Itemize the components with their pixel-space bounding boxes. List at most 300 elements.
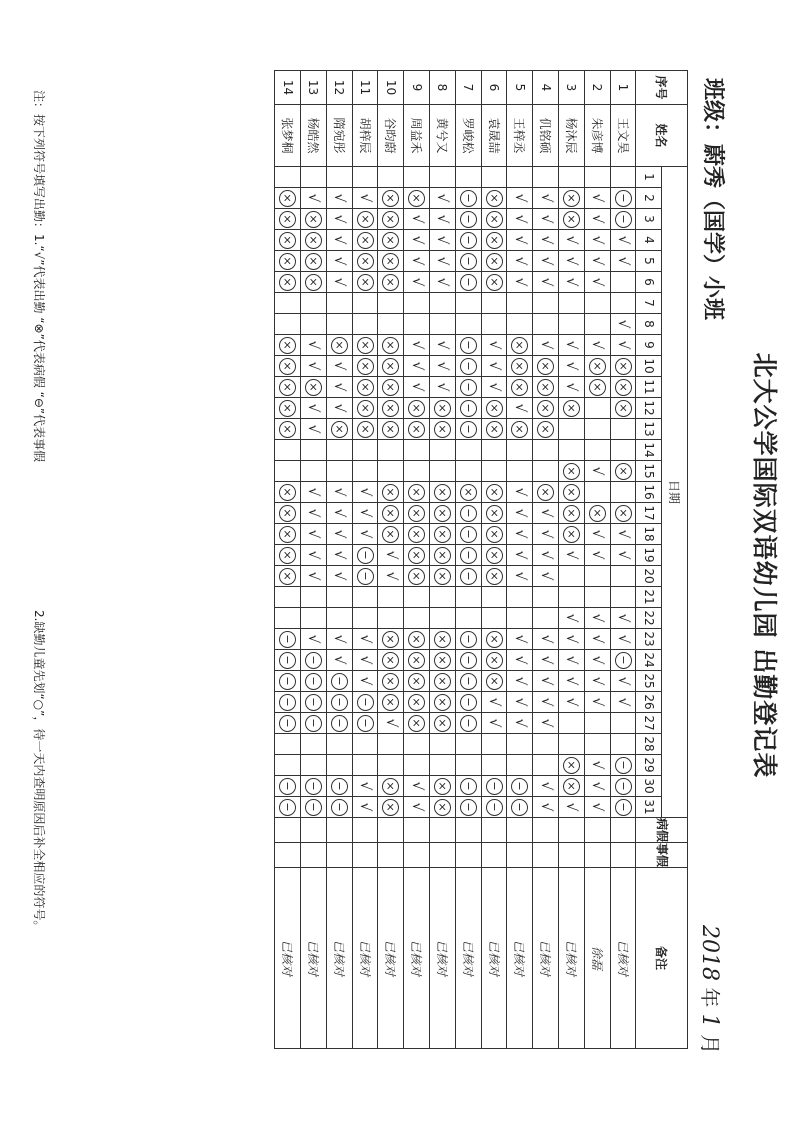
remark-signature: 已核对 [378, 868, 404, 1049]
attendance-cell [559, 587, 585, 608]
personal-leave-mark [460, 337, 477, 354]
attendance-cell [275, 797, 301, 818]
sick-leave-mark [434, 421, 451, 438]
attendance-cell [430, 209, 456, 230]
attendance-cell [301, 440, 327, 461]
attendance-cell [275, 587, 301, 608]
attendance-cell [610, 209, 636, 230]
attendance-cell [301, 167, 327, 188]
attendance-cell [404, 188, 430, 209]
attendance-cell [507, 608, 533, 629]
present-mark: √ [589, 529, 606, 539]
attendance-cell [507, 587, 533, 608]
sick-leave-mark [434, 652, 451, 669]
attendance-cell [301, 734, 327, 755]
attendance-cell [301, 482, 327, 503]
present-mark: √ [615, 634, 632, 644]
attendance-cell [610, 251, 636, 272]
personal-leave-mark [305, 694, 322, 711]
present-mark: √ [563, 676, 580, 686]
attendance-cell [326, 566, 352, 587]
footnote-absence: 2.缺勤儿童先划“○”，待一天内查明原因后补全相应的符号。 [32, 610, 46, 933]
attendance-cell [301, 713, 327, 734]
present-mark: √ [331, 487, 348, 497]
row-index: 10 [378, 71, 404, 105]
attendance-cell [507, 272, 533, 293]
attendance-cell [430, 230, 456, 251]
attendance-cell [455, 692, 481, 713]
attendance-cell [507, 251, 533, 272]
present-mark: √ [589, 697, 606, 707]
attendance-cell [507, 713, 533, 734]
sick-leave-mark [486, 547, 503, 564]
present-mark: √ [357, 529, 374, 539]
sick-leave-mark [486, 484, 503, 501]
day-header: 20 [636, 566, 662, 587]
attendance-cell [352, 776, 378, 797]
attendance-cell [275, 671, 301, 692]
attendance-cell [404, 587, 430, 608]
row-index: 14 [275, 71, 301, 105]
present-mark: √ [305, 340, 322, 350]
personal-leave-mark [331, 778, 348, 795]
attendance-cell [584, 272, 610, 293]
present-mark: √ [408, 802, 425, 812]
present-mark: √ [331, 529, 348, 539]
personal-leave-mark [460, 379, 477, 396]
sick-leave-mark [434, 799, 451, 816]
day-header: 24 [636, 650, 662, 671]
attendance-cell [430, 335, 456, 356]
sick-leave-mark [408, 421, 425, 438]
day-header: 23 [636, 629, 662, 650]
personal-leave-mark [486, 778, 503, 795]
personal-leave-mark [460, 274, 477, 291]
present-mark: √ [511, 214, 528, 224]
attendance-cell [378, 482, 404, 503]
attendance-cell [301, 545, 327, 566]
personal-leave-mark [279, 652, 296, 669]
sick-leave-mark [408, 631, 425, 648]
remark-signature: 已核对 [559, 868, 585, 1049]
present-mark: √ [589, 550, 606, 560]
attendance-cell [559, 419, 585, 440]
attendance-cell [301, 419, 327, 440]
attendance-cell [352, 293, 378, 314]
personal-leave-mark [615, 211, 632, 228]
day-header: 29 [636, 755, 662, 776]
attendance-cell [584, 629, 610, 650]
attendance-cell [378, 629, 404, 650]
attendance-cell [326, 734, 352, 755]
attendance-cell [301, 314, 327, 335]
attendance-cell [507, 293, 533, 314]
personal-leave-mark [511, 778, 528, 795]
attendance-cell [533, 671, 559, 692]
attendance-cell [584, 671, 610, 692]
attendance-cell [507, 314, 533, 335]
sick-leave-mark [382, 421, 399, 438]
present-mark: √ [589, 214, 606, 224]
personal-count-cell [610, 843, 636, 868]
student-row [507, 71, 533, 1049]
attendance-cell [404, 293, 430, 314]
remark-signature: 已核对 [301, 868, 327, 1049]
attendance-cell [533, 524, 559, 545]
attendance-cell [481, 755, 507, 776]
attendance-cell [326, 272, 352, 293]
attendance-cell [326, 503, 352, 524]
present-mark: √ [331, 256, 348, 266]
remark-signature: 已核对 [455, 868, 481, 1049]
student-row [481, 71, 507, 1049]
attendance-cell [430, 503, 456, 524]
attendance-cell [610, 419, 636, 440]
present-mark: √ [537, 277, 554, 287]
day-header: 15 [636, 461, 662, 482]
sick-leave-mark [357, 400, 374, 417]
attendance-cell [275, 293, 301, 314]
sick-leave-mark [408, 400, 425, 417]
attendance-cell [455, 251, 481, 272]
student-row [430, 71, 456, 1049]
attendance-cell [559, 482, 585, 503]
attendance-cell [481, 776, 507, 797]
attendance-cell [301, 230, 327, 251]
year-month [697, 925, 726, 1054]
attendance-cell [584, 587, 610, 608]
remark-signature: 徐磊 [584, 868, 610, 1049]
present-mark: √ [305, 529, 322, 539]
attendance-cell [301, 377, 327, 398]
attendance-cell [507, 734, 533, 755]
attendance-cell [430, 167, 456, 188]
attendance-cell [533, 566, 559, 587]
attendance-cell [326, 608, 352, 629]
attendance-cell [507, 440, 533, 461]
attendance-cell [326, 524, 352, 545]
sick-leave-mark [563, 190, 580, 207]
present-mark: √ [537, 634, 554, 644]
attendance-cell [301, 671, 327, 692]
attendance-cell [352, 335, 378, 356]
sick-leave-mark [434, 694, 451, 711]
attendance-cell [584, 314, 610, 335]
present-mark: √ [434, 256, 451, 266]
attendance-cell [533, 776, 559, 797]
attendance-cell [533, 797, 559, 818]
sick-leave-mark [279, 253, 296, 270]
sick-leave-mark [382, 631, 399, 648]
sick-leave-mark [382, 274, 399, 291]
attendance-cell [481, 503, 507, 524]
attendance-cell [326, 692, 352, 713]
attendance-cell [404, 461, 430, 482]
sick-leave-mark [511, 379, 528, 396]
attendance-cell [610, 377, 636, 398]
sick-leave-mark [563, 526, 580, 543]
attendance-cell [533, 734, 559, 755]
row-index: 12 [326, 71, 352, 105]
sick-leave-mark [486, 673, 503, 690]
attendance-cell [481, 356, 507, 377]
sick-leave-mark [563, 211, 580, 228]
attendance-cell [430, 734, 456, 755]
present-mark: √ [434, 361, 451, 371]
attendance-cell [378, 272, 404, 293]
attendance-cell [404, 398, 430, 419]
attendance-cell [559, 776, 585, 797]
student-name: 隋宛彤 [326, 105, 352, 167]
personal-count-cell [326, 843, 352, 868]
attendance-cell [584, 251, 610, 272]
personal-leave-mark [460, 232, 477, 249]
attendance-cell [378, 713, 404, 734]
present-mark: √ [615, 529, 632, 539]
sick-leave-mark [382, 211, 399, 228]
header-remark: 备注 [636, 868, 688, 1049]
student-row [533, 71, 559, 1049]
attendance-cell [326, 335, 352, 356]
remark-signature: 已核对 [481, 868, 507, 1049]
personal-leave-mark [331, 799, 348, 816]
attendance-cell [430, 251, 456, 272]
attendance-cell [352, 566, 378, 587]
present-mark: √ [408, 256, 425, 266]
present-mark: √ [563, 235, 580, 245]
attendance-cell [455, 608, 481, 629]
attendance-cell [584, 503, 610, 524]
attendance-cell [352, 692, 378, 713]
attendance-cell [481, 797, 507, 818]
attendance-cell [455, 230, 481, 251]
attendance-cell [326, 209, 352, 230]
attendance-cell [430, 398, 456, 419]
present-mark: √ [589, 676, 606, 686]
present-mark: √ [511, 676, 528, 686]
day-header: 10 [636, 356, 662, 377]
sick-leave-mark [408, 547, 425, 564]
attendance-cell [404, 209, 430, 230]
present-mark: √ [434, 277, 451, 287]
attendance-cell [533, 377, 559, 398]
day-header: 14 [636, 440, 662, 461]
present-mark: √ [589, 634, 606, 644]
present-mark: √ [434, 193, 451, 203]
day-header: 19 [636, 545, 662, 566]
attendance-cell [326, 482, 352, 503]
attendance-cell [481, 566, 507, 587]
attendance-cell [610, 167, 636, 188]
sick-leave-mark [331, 421, 348, 438]
attendance-cell [301, 608, 327, 629]
day-header: 27 [636, 713, 662, 734]
present-mark: √ [537, 256, 554, 266]
present-mark: √ [434, 235, 451, 245]
attendance-cell [352, 797, 378, 818]
attendance-cell [559, 230, 585, 251]
attendance-cell [352, 314, 378, 335]
attendance-cell [430, 671, 456, 692]
attendance-cell [326, 671, 352, 692]
attendance-cell [533, 608, 559, 629]
attendance-cell [559, 167, 585, 188]
sick-leave-mark [537, 400, 554, 417]
sick-leave-mark [511, 421, 528, 438]
attendance-cell [301, 188, 327, 209]
attendance-cell [610, 797, 636, 818]
student-row [455, 71, 481, 1049]
attendance-cell [455, 650, 481, 671]
personal-leave-mark [460, 715, 477, 732]
sick-leave-mark [589, 358, 606, 375]
attendance-cell [533, 335, 559, 356]
attendance-cell [533, 251, 559, 272]
attendance-cell [507, 398, 533, 419]
sick-leave-mark [434, 484, 451, 501]
attendance-cell [378, 503, 404, 524]
attendance-cell [378, 755, 404, 776]
personal-leave-mark [460, 358, 477, 375]
present-mark: √ [589, 193, 606, 203]
attendance-cell [352, 503, 378, 524]
sick-leave-mark [382, 253, 399, 270]
attendance-cell [352, 398, 378, 419]
attendance-cell [352, 272, 378, 293]
personal-leave-mark [460, 778, 477, 795]
attendance-cell [584, 209, 610, 230]
sick-count-cell [352, 818, 378, 843]
attendance-cell [404, 692, 430, 713]
attendance-cell [352, 230, 378, 251]
attendance-cell [610, 335, 636, 356]
sick-leave-mark [537, 358, 554, 375]
sick-leave-mark [563, 778, 580, 795]
remark-signature: 已核对 [610, 868, 636, 1049]
attendance-cell [378, 461, 404, 482]
attendance-cell [481, 671, 507, 692]
attendance-cell [430, 419, 456, 440]
attendance-cell [430, 272, 456, 293]
attendance-cell [430, 314, 456, 335]
attendance-cell [559, 524, 585, 545]
personal-leave-mark [460, 190, 477, 207]
present-mark: √ [305, 193, 322, 203]
attendance-cell [610, 545, 636, 566]
attendance-cell [559, 461, 585, 482]
personal-leave-mark [460, 799, 477, 816]
row-index: 4 [533, 71, 559, 105]
attendance-cell [404, 545, 430, 566]
attendance-cell [326, 776, 352, 797]
student-row [378, 71, 404, 1049]
attendance-cell [559, 545, 585, 566]
attendance-cell [404, 440, 430, 461]
attendance-cell [481, 293, 507, 314]
attendance-cell [378, 797, 404, 818]
attendance-cell [378, 671, 404, 692]
personal-leave-mark [460, 211, 477, 228]
personal-leave-mark [331, 673, 348, 690]
attendance-cell [507, 188, 533, 209]
attendance-cell [610, 566, 636, 587]
present-mark: √ [305, 424, 322, 434]
sick-leave-mark [305, 253, 322, 270]
attendance-cell [352, 545, 378, 566]
personal-leave-mark [460, 505, 477, 522]
attendance-cell [455, 293, 481, 314]
sick-leave-mark [357, 253, 374, 270]
attendance-cell [378, 608, 404, 629]
personal-leave-mark [357, 715, 374, 732]
day-header: 7 [636, 293, 662, 314]
attendance-cell [430, 293, 456, 314]
sick-leave-mark [615, 463, 632, 480]
present-mark: √ [305, 571, 322, 581]
month-value: 1 [697, 1013, 722, 1028]
present-mark: √ [537, 193, 554, 203]
present-mark: √ [331, 571, 348, 581]
present-mark: √ [615, 613, 632, 623]
attendance-cell [455, 461, 481, 482]
attendance-cell [275, 398, 301, 419]
attendance-cell [559, 398, 585, 419]
sick-leave-mark [434, 547, 451, 564]
attendance-cell [378, 209, 404, 230]
present-mark: √ [486, 382, 503, 392]
attendance-cell [275, 461, 301, 482]
attendance-cell [352, 587, 378, 608]
present-mark: √ [331, 277, 348, 287]
sick-leave-mark [434, 505, 451, 522]
day-header: 21 [636, 587, 662, 608]
day-header: 30 [636, 776, 662, 797]
remark-signature: 已核对 [533, 868, 559, 1049]
attendance-cell [275, 755, 301, 776]
day-header: 4 [636, 230, 662, 251]
personal-leave-mark [460, 421, 477, 438]
sick-leave-mark [537, 484, 554, 501]
attendance-cell [584, 545, 610, 566]
attendance-cell [481, 713, 507, 734]
sick-leave-mark [486, 652, 503, 669]
attendance-cell [404, 335, 430, 356]
attendance-cell [275, 545, 301, 566]
sick-leave-mark [511, 337, 528, 354]
personal-count-cell [378, 843, 404, 868]
present-mark: √ [357, 508, 374, 518]
attendance-cell [584, 524, 610, 545]
attendance-cell [326, 230, 352, 251]
day-header: 1 [636, 167, 662, 188]
personal-count-cell [275, 843, 301, 868]
attendance-cell [301, 398, 327, 419]
personal-leave-mark [615, 778, 632, 795]
sick-leave-mark [408, 526, 425, 543]
sick-leave-mark [563, 400, 580, 417]
attendance-cell [455, 776, 481, 797]
present-mark: √ [408, 214, 425, 224]
student-row [326, 71, 352, 1049]
personal-count-cell [352, 843, 378, 868]
attendance-cell [507, 377, 533, 398]
sick-leave-mark [615, 358, 632, 375]
day-header: 9 [636, 335, 662, 356]
attendance-cell [275, 566, 301, 587]
present-mark: √ [331, 235, 348, 245]
sick-leave-mark [486, 232, 503, 249]
attendance-cell [584, 167, 610, 188]
